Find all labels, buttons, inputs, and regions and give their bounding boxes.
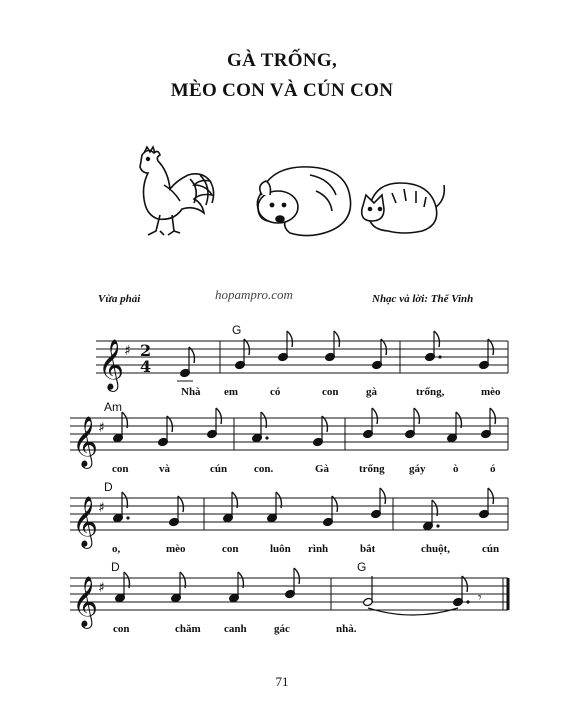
lyric-syllable: chuột, — [421, 543, 451, 555]
lyric-syllable: nhà. — [336, 623, 357, 635]
note-flag — [380, 488, 385, 504]
lyric-syllable: con. — [254, 463, 274, 475]
note-flag — [287, 331, 292, 347]
song-title-line-1: GÀ TRỐNG, — [226, 50, 338, 71]
chord-symbol: D — [104, 480, 113, 494]
lyric-syllable: gà — [366, 386, 377, 398]
lyric-syllable: và — [159, 463, 170, 475]
watermark: hopampro.com — [215, 287, 293, 302]
treble-clef-icon: 𝄞 — [98, 339, 125, 390]
sharp-key-signature-icon: ♯ — [124, 343, 131, 359]
lyric-syllable: con — [222, 543, 239, 555]
lyric-syllable: cún — [210, 463, 228, 475]
lyric-syllable: gáy — [409, 463, 426, 475]
time-signature-top: 2 — [140, 341, 152, 360]
lyric-syllable: Gà — [315, 463, 330, 475]
sharp-key-signature-icon: ♯ — [98, 580, 105, 596]
chord-symbol: D — [111, 560, 120, 574]
note-flag — [414, 408, 419, 424]
chord-symbol: G — [232, 323, 242, 337]
lyric-syllable: mèo — [166, 543, 186, 555]
lyric-syllable: trống, — [416, 386, 445, 398]
note-flag — [216, 408, 221, 424]
chord-symbol: G — [357, 560, 367, 574]
composer-credit: Nhạc và lời: Thế Vinh — [372, 293, 474, 305]
lyric-syllable: mèo — [481, 386, 501, 398]
lyric-syllable: có — [270, 386, 281, 398]
note-dot — [438, 355, 441, 358]
lyric-syllable: trống — [359, 463, 385, 475]
note-flag — [334, 331, 339, 347]
lyric-syllable: luôn — [270, 543, 291, 555]
note-dot — [436, 524, 439, 527]
note-flag — [490, 408, 495, 424]
lyric-syllable: o, — [112, 543, 121, 555]
page-number: 71 — [275, 674, 289, 689]
note-flag — [434, 331, 439, 347]
treble-clef-icon: 𝄞 — [72, 576, 99, 627]
sharp-key-signature-icon: ♯ — [98, 500, 105, 516]
note-flag — [294, 568, 299, 584]
lyric-syllable: con — [113, 623, 130, 635]
treble-clef-icon: 𝄞 — [72, 496, 99, 547]
lyric-syllable: bắt — [360, 543, 376, 555]
tempo-marking: Vừa phải — [98, 293, 141, 305]
note-dot — [265, 436, 268, 439]
song-title-line-2: MÈO CON VÀ CÚN CON — [170, 80, 394, 101]
chord-symbol: Am — [104, 400, 122, 414]
note-flag — [488, 488, 493, 504]
lyric-syllable: rình — [308, 543, 329, 555]
lyric-syllable: cún — [482, 543, 500, 555]
lyric-syllable: em — [224, 386, 239, 398]
lyric-syllable: gác — [274, 623, 290, 635]
lyric-syllable: ó — [490, 463, 496, 475]
lyric-syllable: chăm — [175, 623, 201, 635]
sharp-key-signature-icon: ♯ — [98, 420, 105, 436]
lyric-syllable: ò — [453, 463, 459, 475]
lyric-syllable: canh — [224, 623, 247, 635]
lyric-syllable: con — [112, 463, 129, 475]
tie-arc — [368, 608, 458, 615]
lyric-syllable: con — [322, 386, 339, 398]
lyric-syllable: Nhà — [181, 386, 201, 398]
note-dot — [126, 516, 129, 519]
time-signature-bottom: 4 — [140, 357, 152, 376]
eighth-rest-icon: 𝄾 — [478, 590, 482, 606]
note-flag — [372, 408, 377, 424]
note-dot — [466, 600, 469, 603]
treble-clef-icon: 𝄞 — [72, 416, 99, 467]
